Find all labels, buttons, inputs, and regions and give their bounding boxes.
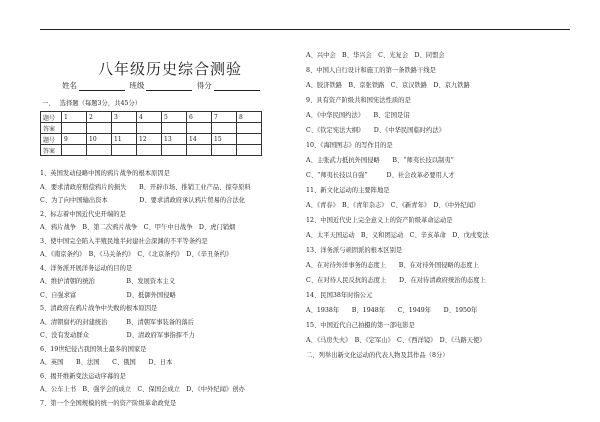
score-label: 得分 bbox=[196, 81, 212, 90]
answer-cell[interactable] bbox=[112, 123, 137, 134]
option-line: A、《中华民国约法》 B、定国是诏 bbox=[306, 112, 410, 119]
option-line: C、为了向中国输出资本 D、要求清政府承认鸦片贸易的合法化 bbox=[40, 197, 246, 204]
grid-row-answers-1 bbox=[41, 123, 262, 134]
option-line: A、1938年 B、1948年 C、1949年 D、1950年 bbox=[306, 307, 478, 314]
grid-cell: 2 bbox=[87, 112, 112, 123]
question-line: 13、洋务派与顽固派的根本区别是 bbox=[306, 247, 403, 254]
answer-cell[interactable] bbox=[212, 123, 237, 134]
grid-cell: 14 bbox=[187, 134, 212, 145]
grid-row-numbers-1 bbox=[41, 112, 262, 123]
name-label: 姓名 bbox=[62, 81, 77, 90]
grid-cell: 13 bbox=[162, 134, 187, 145]
grid-cell: 1 bbox=[62, 112, 87, 123]
option-line: A、太平天国运动 B、义和团运动 C、辛亥革命 D、戊戌变法 bbox=[306, 232, 489, 239]
grid-cell: 3 bbox=[112, 112, 137, 123]
option-line: C、《钦定宪法大纲》 D、《中华民国临时约法》 bbox=[306, 127, 445, 134]
option-line: A、兴中会 B、华兴会 C、光复会 D、同盟会 bbox=[306, 52, 445, 59]
top-rule bbox=[40, 29, 570, 30]
question-line: 15、中国近代自己拍摄的第一部电影是 bbox=[306, 322, 415, 329]
answer-cell[interactable] bbox=[237, 145, 262, 156]
question-line: 14、民国38年时指公元 bbox=[306, 292, 373, 299]
answer-cell[interactable] bbox=[162, 123, 187, 134]
question-line: 10、《海国图志》的写作目的是 bbox=[306, 142, 393, 149]
grid-row-numbers-2 bbox=[41, 134, 262, 145]
answer-cell[interactable] bbox=[62, 123, 87, 134]
grid-cell: 7 bbox=[212, 112, 237, 123]
option-line: C、“师夷长技以自强” D、社会改革必要用人才 bbox=[306, 172, 455, 179]
option-line: C、在对待人民反抗的态度上 D、在对待清政府统治的态度上 bbox=[306, 277, 486, 284]
answer-cell[interactable] bbox=[187, 145, 212, 156]
answer-cell[interactable] bbox=[237, 123, 262, 134]
question-line: 3、使中国完全陷入半殖民地半封建社会深渊的不平等条约是 bbox=[40, 238, 208, 245]
answer-cell[interactable] bbox=[187, 123, 212, 134]
option-line: A、鸦片战争 B、第二次鸦片战争 C、甲午中日战争 D、虎门销烟 bbox=[40, 224, 236, 231]
grid-cell: 15 bbox=[212, 134, 237, 145]
grid-row-answers-2 bbox=[41, 145, 262, 156]
answer-cell[interactable] bbox=[87, 145, 112, 156]
question-line: 12、中国近代史上完全意义上的资产阶级革命运动是 bbox=[306, 217, 453, 224]
grid-cell: 11 bbox=[112, 134, 137, 145]
answer-cell[interactable] bbox=[162, 145, 187, 156]
question-line: 11、新文化运动的主要阵地是 bbox=[306, 187, 390, 194]
question-line: 5、清政府在鸦片战争中失败的根本原因是 bbox=[40, 305, 158, 312]
option-line: A、《南京条约》 B、《马关条约》 C、《北京条约》 D、《辛丑条约》 bbox=[40, 251, 233, 258]
page-title: 八年级历史综合测验 bbox=[97, 60, 242, 78]
question-line: 6、揭开维新变法运动序幕的是 bbox=[40, 373, 126, 380]
section-1-number: 一、 bbox=[42, 100, 52, 107]
answer-cell[interactable] bbox=[62, 145, 87, 156]
grid-cell: 8 bbox=[237, 112, 262, 123]
grid-cell bbox=[237, 134, 262, 145]
name-field[interactable] bbox=[79, 82, 125, 91]
class-field[interactable] bbox=[146, 82, 192, 91]
question-line: 1、英国发动侵略中国的鸦片战争的根本原因是 bbox=[40, 170, 170, 177]
grid-row-label: 题号 bbox=[41, 134, 62, 145]
question-line: 4、洋务派开展洋务运动的目的是 bbox=[40, 265, 133, 272]
question-line: 7、第一个全国规模的统一的资产阶级革命政党是 bbox=[40, 400, 177, 407]
question-line: 2、标志着中国近代史开端的是 bbox=[40, 211, 126, 218]
grid-cell: 5 bbox=[162, 112, 187, 123]
answer-cell[interactable] bbox=[137, 145, 162, 156]
section-1-heading bbox=[42, 100, 141, 108]
grid-row-label: 答案 bbox=[41, 145, 62, 156]
option-line: A、要求清政府赔偿鸦片的损失 B、开辟市场、推销工业产品、掠夺原料 bbox=[40, 184, 251, 191]
option-line: A、胶济铁路 B、京张铁路 C、京汉铁路 D、京九铁路 bbox=[306, 82, 470, 89]
grid-row-label: 答案 bbox=[41, 123, 62, 134]
option-line: A、在对待外洋事务的态度上 B、在对待外国侵略的态度上 bbox=[306, 262, 479, 269]
option-line: A、主张武力抵抗外国侵略 B、“师夷长技以制夷” bbox=[306, 157, 454, 164]
question-line: 9、具有资产阶级共和国宪法性质的是 bbox=[306, 97, 411, 104]
grid-cell: 10 bbox=[87, 134, 112, 145]
option-line: C、没有发动群众 D、清政府军事指挥不力 bbox=[40, 332, 195, 339]
answer-cell[interactable] bbox=[87, 123, 112, 134]
grid-cell: 6 bbox=[187, 112, 212, 123]
option-line: A、《马房失火》 B、《定军山》 C、《西洋镜》 D、《马路天使》 bbox=[306, 337, 486, 344]
section-2-heading: 二、列举出新文化运动的代表人物及其作品（8分） bbox=[306, 352, 449, 359]
answer-cell[interactable] bbox=[112, 145, 137, 156]
question-line: 6、19世纪侵占我国领土最多的国家是 bbox=[40, 346, 147, 353]
score-field[interactable] bbox=[214, 82, 260, 91]
grid-row-label: 题号 bbox=[41, 112, 62, 123]
option-line: A、公车上书 B、强学会的成立 C、保国会成立 D、《中外纪闻》创办 bbox=[40, 386, 245, 393]
grid-cell: 9 bbox=[62, 134, 87, 145]
option-line: C、自强求富 D、抵御外国侵略 bbox=[40, 292, 176, 299]
section-1-text: 选择题（每题3分，共45分） bbox=[59, 100, 142, 107]
answer-cell[interactable] bbox=[137, 123, 162, 134]
option-line: A、清朝腐朽的封建统治 B、清朝军事装备的落后 bbox=[40, 319, 195, 326]
question-line: 8、中国人自行设计和施工的第一条铁路干线是 bbox=[306, 67, 436, 74]
class-label: 班级 bbox=[129, 81, 145, 90]
grid-cell: 12 bbox=[137, 134, 162, 145]
option-line: A、《青春》 B、《青年杂志》 C、《新青年》 D、《中外纪闻》 bbox=[306, 202, 480, 209]
option-line: A、英国 B、法国 C、俄国 D、日本 bbox=[40, 359, 173, 366]
option-line: A、维护清朝的统治 B、发展资本主义 bbox=[40, 278, 176, 285]
answer-grid bbox=[40, 111, 262, 156]
student-info bbox=[62, 80, 262, 91]
answer-cell[interactable] bbox=[212, 145, 237, 156]
grid-cell: 4 bbox=[137, 112, 162, 123]
